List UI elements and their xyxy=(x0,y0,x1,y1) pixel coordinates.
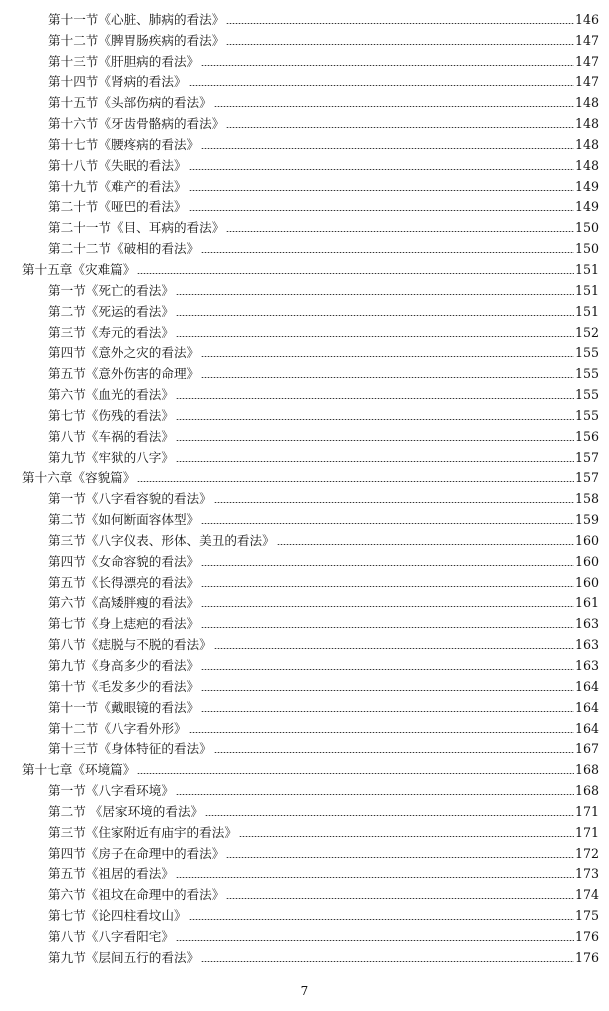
toc-entry-page: 155 xyxy=(575,407,600,423)
toc-entry-page: 160 xyxy=(575,553,600,569)
dot-leader xyxy=(201,377,574,378)
toc-entry-title: 第七节《论四柱看坟山》 xyxy=(48,908,187,924)
toc-entry-title: 第三节《八字仪表、形体、美丑的看法》 xyxy=(48,532,275,548)
toc-entry-title: 第二节《如何断面容体型》 xyxy=(48,512,200,528)
toc-chapter-entry[interactable] xyxy=(0,256,609,277)
toc-entry-page: 151 xyxy=(575,282,600,298)
dot-leader xyxy=(189,190,574,191)
toc-section-entry[interactable] xyxy=(0,569,609,590)
toc-entry-page: 167 xyxy=(575,741,600,757)
toc-section-entry[interactable] xyxy=(0,235,609,256)
dot-leader xyxy=(176,398,574,399)
toc-section-entry[interactable] xyxy=(0,214,609,235)
dot-leader xyxy=(189,85,574,86)
dot-leader xyxy=(226,857,574,858)
toc-entry-page: 164 xyxy=(575,720,600,736)
toc-section-entry[interactable] xyxy=(0,340,609,361)
toc-entry-page: 168 xyxy=(575,783,600,799)
dot-leader xyxy=(214,106,574,107)
toc-entry-title: 第四节《女命容貌的看法》 xyxy=(48,553,200,569)
toc-entry-page: 150 xyxy=(575,241,600,257)
toc-entry-title: 第二十节《哑巴的看法》 xyxy=(48,199,187,215)
toc-entry-title: 第十三节《肝胆病的看法》 xyxy=(48,53,200,69)
toc-entry-title: 第十六节《牙齿骨骼病的看法》 xyxy=(48,116,225,132)
toc-section-entry[interactable] xyxy=(0,298,609,319)
toc-section-entry[interactable] xyxy=(0,881,609,902)
toc-entry-page: 163 xyxy=(575,616,600,632)
toc-entry-title: 第八节《八字看阳宅》 xyxy=(48,928,174,944)
toc-entry-title: 第三节《住家附近有庙宇的看法》 xyxy=(48,824,237,840)
toc-entry-page: 172 xyxy=(575,845,600,861)
toc-entry-title: 第九节《层间五行的看法》 xyxy=(48,949,200,965)
dot-leader xyxy=(176,440,574,441)
toc-section-entry[interactable] xyxy=(0,715,609,736)
table-of-contents xyxy=(0,6,609,965)
toc-section-entry[interactable] xyxy=(0,89,609,110)
toc-entry-page: 155 xyxy=(575,345,600,361)
toc-entry-title: 第八节《痣脱与不脱的看法》 xyxy=(48,637,212,653)
dot-leader xyxy=(201,690,574,691)
toc-entry-page: 160 xyxy=(575,532,600,548)
toc-section-entry[interactable] xyxy=(0,819,609,840)
toc-entry-page: 171 xyxy=(575,803,600,819)
toc-section-entry[interactable] xyxy=(0,777,609,798)
toc-chapter-entry[interactable] xyxy=(0,756,609,777)
toc-entry-title: 第十九节《难产的看法》 xyxy=(48,178,187,194)
toc-entry-title: 第十三节《身体特征的看法》 xyxy=(48,741,212,757)
toc-entry-page: 149 xyxy=(575,178,600,194)
toc-entry-page: 176 xyxy=(575,949,600,965)
toc-section-entry[interactable] xyxy=(0,110,609,131)
dot-leader xyxy=(176,877,574,878)
dot-leader xyxy=(176,294,574,295)
toc-entry-title: 第十一节《戴眼镜的看法》 xyxy=(48,699,200,715)
toc-entry-page: 155 xyxy=(575,387,600,403)
toc-entry-title: 第二节《死运的看法》 xyxy=(48,303,174,319)
toc-section-entry[interactable] xyxy=(0,631,609,652)
toc-entry-page: 163 xyxy=(575,658,600,673)
dot-leader xyxy=(205,815,574,816)
toc-entry-page: 157 xyxy=(575,449,600,465)
dot-leader xyxy=(201,356,574,357)
toc-entry-title: 第二十一节《目、耳病的看法》 xyxy=(48,220,225,236)
toc-entry-page: 152 xyxy=(575,324,600,340)
toc-section-entry[interactable] xyxy=(0,840,609,861)
toc-entry-title: 第五节《长得漂亮的看法》 xyxy=(48,574,200,590)
dot-leader xyxy=(201,586,574,587)
dot-leader xyxy=(201,252,574,253)
toc-section-entry[interactable] xyxy=(0,152,609,173)
dot-leader xyxy=(214,752,574,753)
toc-section-entry[interactable] xyxy=(0,923,609,944)
page-number: 7 xyxy=(300,984,309,998)
toc-entry-page: 149 xyxy=(575,199,600,215)
toc-entry-page: 150 xyxy=(575,220,600,236)
toc-entry-page: 164 xyxy=(575,678,600,694)
toc-entry-title: 第十二节《脾胃肠疾病的看法》 xyxy=(48,32,225,48)
toc-entry-title: 第十五章《灾难篇》 xyxy=(22,261,136,277)
toc-entry-title: 第十八节《失眠的看法》 xyxy=(48,157,187,173)
toc-section-entry[interactable] xyxy=(0,423,609,444)
toc-entry-page: 163 xyxy=(575,637,600,653)
toc-entry-title: 第七节《身上痣疤的看法》 xyxy=(48,616,200,632)
dot-leader xyxy=(137,273,574,274)
toc-entry-page: 147 xyxy=(575,53,600,69)
toc-entry-title: 第四节《房子在命理中的看法》 xyxy=(48,845,225,861)
toc-entry-title: 第五节《祖居的看法》 xyxy=(48,866,174,882)
dot-leader xyxy=(226,44,574,45)
toc-entry-page: 161 xyxy=(575,595,600,611)
toc-section-entry[interactable] xyxy=(0,590,609,611)
dot-leader xyxy=(277,544,574,545)
toc-section-entry[interactable] xyxy=(0,444,609,465)
toc-section-entry[interactable] xyxy=(0,360,609,381)
toc-entry-title: 第十六章《容貌篇》 xyxy=(22,470,136,486)
toc-section-entry[interactable] xyxy=(0,485,609,506)
toc-section-entry[interactable] xyxy=(0,402,609,423)
toc-entry-page: 158 xyxy=(575,491,600,507)
toc-entry-page: 173 xyxy=(575,866,600,882)
toc-entry-title: 第九节《牢狱的八字》 xyxy=(48,449,174,465)
toc-section-entry[interactable] xyxy=(0,506,609,527)
dot-leader xyxy=(201,148,574,149)
toc-entry-title: 第一节《八字看容貌的看法》 xyxy=(48,491,212,507)
toc-entry-page: 151 xyxy=(575,261,600,277)
dot-leader xyxy=(201,711,574,712)
toc-section-entry[interactable] xyxy=(0,861,609,882)
toc-entry-page: 174 xyxy=(575,887,600,903)
dot-leader xyxy=(189,919,574,920)
toc-entry-page: 147 xyxy=(575,32,600,48)
dot-leader xyxy=(239,836,574,837)
toc-section-entry[interactable] xyxy=(0,610,609,631)
toc-section-entry[interactable] xyxy=(0,194,609,215)
toc-entry-page: 160 xyxy=(575,574,600,590)
toc-entry-title: 第六节《高矮胖瘦的看法》 xyxy=(48,595,200,611)
dot-leader xyxy=(226,23,574,24)
toc-entry-title: 第一节《八字看环境》 xyxy=(48,783,174,799)
dot-leader xyxy=(137,773,574,774)
dot-leader xyxy=(189,210,574,211)
dot-leader xyxy=(189,732,574,733)
toc-entry-title: 第六节《血光的看法》 xyxy=(48,387,174,403)
toc-entry-title: 第七节《伤残的看法》 xyxy=(48,407,174,423)
dot-leader xyxy=(201,627,574,628)
toc-entry-page: 151 xyxy=(575,303,600,319)
toc-section-entry[interactable] xyxy=(0,527,609,548)
dot-leader xyxy=(201,669,574,670)
dot-leader xyxy=(176,419,574,420)
dot-leader xyxy=(176,461,574,462)
toc-section-entry[interactable] xyxy=(0,27,609,48)
toc-section-entry[interactable] xyxy=(0,652,609,673)
toc-entry-title: 第十七章《环境篇》 xyxy=(22,762,136,778)
dot-leader xyxy=(201,565,574,566)
toc-entry-title: 第三节《寿元的看法》 xyxy=(48,324,174,340)
toc-entry-page: 148 xyxy=(575,116,600,132)
toc-entry-title: 第十一节《心脏、肺病的看法》 xyxy=(48,11,225,27)
toc-entry-title: 第六节《祖坟在命理中的看法》 xyxy=(48,887,225,903)
toc-entry-page: 175 xyxy=(575,908,600,924)
dot-leader xyxy=(226,127,574,128)
dot-leader xyxy=(214,648,574,649)
toc-entry-title: 第四节《意外之灾的看法》 xyxy=(48,345,200,361)
toc-entry-page: 147 xyxy=(575,74,600,90)
toc-entry-title: 第五节《意外伤害的命理》 xyxy=(48,366,200,382)
dot-leader xyxy=(214,502,574,503)
dot-leader xyxy=(176,336,574,337)
dot-leader xyxy=(201,606,574,607)
toc-entry-title: 第二节 《居家环境的看法》 xyxy=(48,803,204,819)
toc-section-entry[interactable] xyxy=(0,381,609,402)
toc-entry-title: 第十七节《腰疼病的看法》 xyxy=(48,136,200,152)
toc-chapter-entry[interactable] xyxy=(0,465,609,486)
toc-entry-page: 168 xyxy=(575,762,600,778)
toc-entry-title: 第九节《身高多少的看法》 xyxy=(48,658,200,673)
toc-entry-title: 第一节《死亡的看法》 xyxy=(48,282,174,298)
toc-section-entry[interactable] xyxy=(0,277,609,298)
dot-leader xyxy=(176,940,574,941)
toc-section-entry[interactable] xyxy=(0,173,609,194)
toc-section-entry[interactable] xyxy=(0,548,609,569)
toc-entry-title: 第二十二节《破相的看法》 xyxy=(48,241,200,257)
dot-leader xyxy=(201,65,574,66)
toc-entry-page: 176 xyxy=(575,928,600,944)
toc-entry-page: 155 xyxy=(575,366,600,382)
toc-entry-page: 148 xyxy=(575,136,600,152)
dot-leader xyxy=(176,794,574,795)
dot-leader xyxy=(189,169,574,170)
toc-section-entry[interactable] xyxy=(0,944,609,965)
toc-entry-page: 148 xyxy=(575,157,600,173)
toc-entry-page: 157 xyxy=(575,470,600,486)
dot-leader xyxy=(226,898,574,899)
toc-section-entry[interactable] xyxy=(0,902,609,923)
toc-entry-page: 156 xyxy=(575,428,600,444)
toc-entry-page: 146 xyxy=(575,11,600,27)
dot-leader xyxy=(201,523,574,524)
toc-entry-title: 第十四节《肾病的看法》 xyxy=(48,74,187,90)
toc-section-entry[interactable] xyxy=(0,6,609,27)
toc-section-entry[interactable] xyxy=(0,131,609,152)
toc-section-entry[interactable] xyxy=(0,694,609,715)
toc-entry-title: 第十二节《八字看外形》 xyxy=(48,720,187,736)
toc-section-entry[interactable] xyxy=(0,319,609,340)
toc-entry-page: 159 xyxy=(575,512,600,528)
toc-entry-title: 第十节《毛发多少的看法》 xyxy=(48,678,200,694)
toc-section-entry[interactable] xyxy=(0,736,609,757)
toc-entry-title: 第十五节《头部伤病的看法》 xyxy=(48,95,212,111)
toc-section-entry[interactable] xyxy=(0,48,609,69)
toc-entry-page: 148 xyxy=(575,95,600,111)
toc-entry-page: 164 xyxy=(575,699,600,715)
toc-section-entry[interactable] xyxy=(0,69,609,90)
toc-section-entry[interactable] xyxy=(0,673,609,694)
dot-leader xyxy=(137,481,574,482)
toc-entry-title: 第八节《车祸的看法》 xyxy=(48,428,174,444)
dot-leader xyxy=(201,961,574,962)
dot-leader xyxy=(226,231,574,232)
dot-leader xyxy=(176,315,574,316)
toc-section-entry[interactable] xyxy=(0,798,609,819)
toc-entry-page: 171 xyxy=(575,824,600,840)
